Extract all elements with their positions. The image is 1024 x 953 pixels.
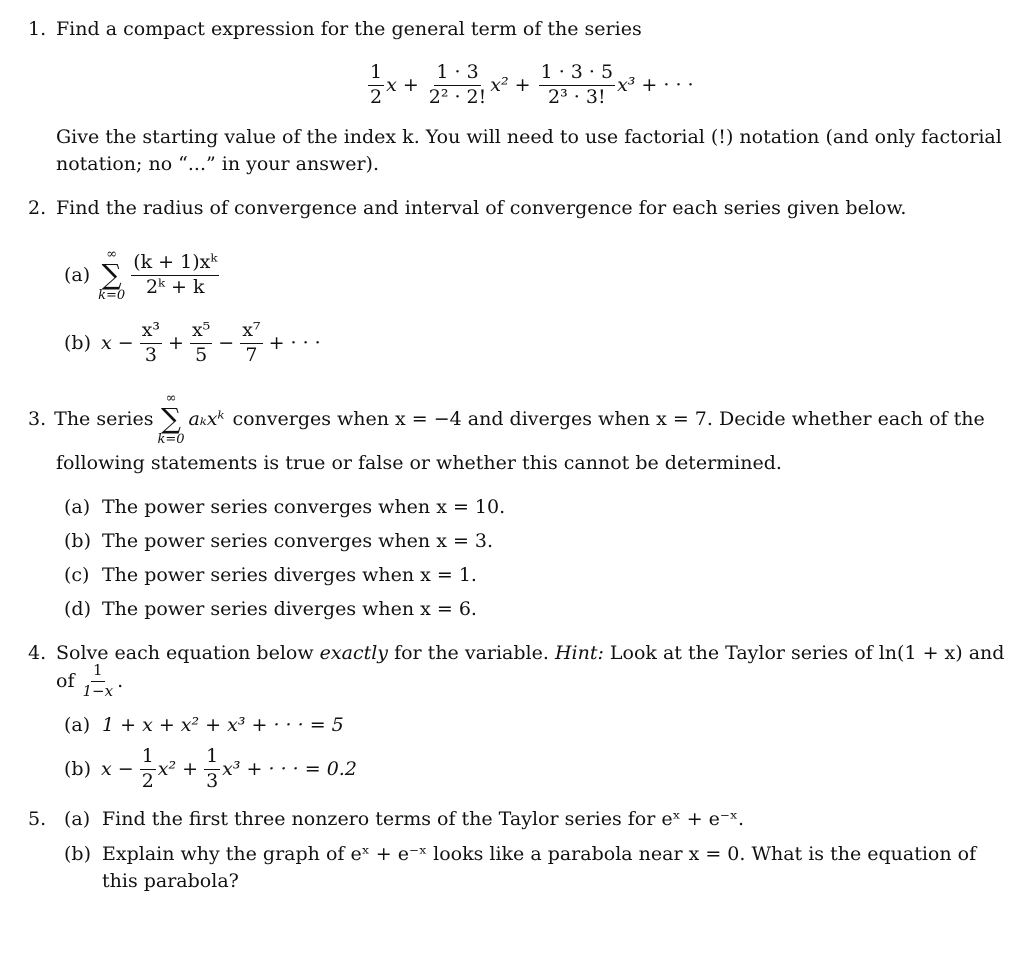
problem-4-line-2 — [56, 660, 124, 700]
fraction-denominator: 5 — [195, 343, 208, 366]
sum-lower: k=0 — [98, 288, 126, 303]
problem-text: Find the radius of convergence and interval of convergence for each series given below. — [56, 197, 907, 219]
summation — [98, 248, 125, 302]
statement-text: The power series diverges when x = 1. — [102, 564, 477, 586]
part-b — [64, 744, 357, 794]
part-label: (a) — [64, 714, 91, 736]
term: x² + — [157, 758, 199, 780]
problem-number: 5. — [28, 808, 47, 830]
part-label: (a) — [64, 264, 91, 286]
ellipsis: + · · · — [268, 332, 321, 354]
problem-text-line: Give the starting value of the index k. You will need to use factorial (!) notation (and only factorial — [56, 126, 1002, 148]
part-label: (a) — [64, 808, 91, 830]
part-a — [64, 240, 221, 310]
variable: x² — [490, 74, 509, 96]
problem-text-line: this parabola? — [102, 870, 239, 892]
problem-text: Find a compact expression for the general term of the series — [56, 18, 642, 40]
fraction-denominator: 7 — [245, 343, 258, 366]
part-label: (b) — [64, 843, 91, 865]
fraction-numerator: 1 — [204, 747, 220, 770]
fraction-denominator: 3 — [206, 769, 219, 792]
text-run: Solve each equation below — [56, 642, 320, 664]
problem-3-line-1 — [28, 388, 985, 450]
problem-number: 4. — [28, 642, 47, 664]
problem-text: The series — [54, 408, 154, 430]
part-label: (b) — [64, 332, 91, 354]
period: . — [117, 670, 124, 692]
fraction-numerator: 1 · 3 — [434, 63, 480, 86]
problem-number: 2. — [28, 197, 47, 219]
text-run: Look at the Taylor series of ln(1 + x) and — [603, 642, 1005, 664]
statement-text: The power series diverges when x = 6. — [102, 598, 477, 620]
problem-text-line: Explain why the graph of eˣ + e⁻ˣ looks like a parabola near x = 0. What is the equation of — [102, 843, 977, 865]
fraction-numerator: x³ — [140, 321, 162, 344]
plus-sign: + — [514, 74, 531, 96]
plus-sign: + — [402, 74, 419, 96]
sum-sign: ∑ — [161, 402, 181, 435]
fraction-numerator: 1 · 3 · 5 — [539, 63, 616, 86]
equation: 1 + x + x² + x³ + · · · = 5 — [102, 714, 344, 736]
variable: x³ — [617, 74, 636, 96]
fraction-denominator: 2 — [141, 769, 154, 792]
fraction-numerator: 1 — [368, 63, 384, 86]
sum-upper: ∞ — [106, 247, 118, 262]
text-run: of — [56, 670, 75, 692]
fraction-numerator: (k + 1)xᵏ — [131, 253, 219, 276]
problem-text-line: notation; no “...” in your answer). — [56, 153, 380, 175]
fraction-numerator: x⁷ — [240, 321, 262, 344]
fraction-denominator: 3 — [144, 343, 157, 366]
sum-upper: ∞ — [165, 391, 177, 406]
statement-label: (c) — [64, 564, 90, 586]
text-run: for the variable. — [388, 642, 555, 664]
fraction-denominator: 2 — [370, 85, 383, 108]
fraction-numerator: x⁵ — [190, 321, 212, 344]
emphasis: exactly — [319, 642, 389, 664]
ellipsis: + · · · — [641, 74, 694, 96]
series-display — [366, 60, 694, 110]
statement-text: The power series converges when x = 10. — [102, 496, 506, 518]
statement-label: (b) — [64, 530, 91, 552]
term: x − — [101, 332, 134, 354]
term: x − — [101, 758, 134, 780]
statement-label: (a) — [64, 496, 91, 518]
hint-label: Hint: — [554, 642, 604, 664]
fraction-denominator: 2ᵏ + k — [145, 275, 205, 298]
series-term: aₖxᵏ — [188, 408, 225, 430]
part-b — [64, 318, 321, 368]
problem-text — [56, 644, 1004, 663]
fraction-numerator: 1 — [140, 747, 156, 770]
variable: x — [386, 74, 397, 96]
operator: + — [168, 332, 184, 354]
fraction-denominator: 2² · 2! — [428, 85, 487, 108]
statement-label: (d) — [64, 598, 91, 620]
fraction-denominator: 1−x — [82, 681, 114, 700]
fraction-numerator: 1 — [91, 663, 105, 682]
operator: − — [218, 332, 235, 354]
problem-text: Find the first three nonzero terms of the Taylor series for eˣ + e⁻ˣ. — [102, 808, 745, 830]
statement-text: The power series converges when x = 3. — [102, 530, 494, 552]
fraction-denominator: 2³ · 3! — [548, 85, 606, 108]
summation — [157, 392, 184, 446]
sum-lower: k=0 — [157, 432, 185, 447]
term: x³ + · · · = 0.2 — [222, 758, 357, 780]
problem-text: converges when x = −4 and diverges when x = 7. Decide whether each of the — [232, 408, 985, 430]
problem-text-line: following statements is true or false or whether this cannot be determined. — [56, 452, 782, 474]
part-label: (b) — [64, 758, 91, 780]
sum-sign: ∑ — [101, 258, 122, 291]
problem-number: 3. — [28, 408, 47, 430]
problem-number: 1. — [28, 18, 47, 40]
